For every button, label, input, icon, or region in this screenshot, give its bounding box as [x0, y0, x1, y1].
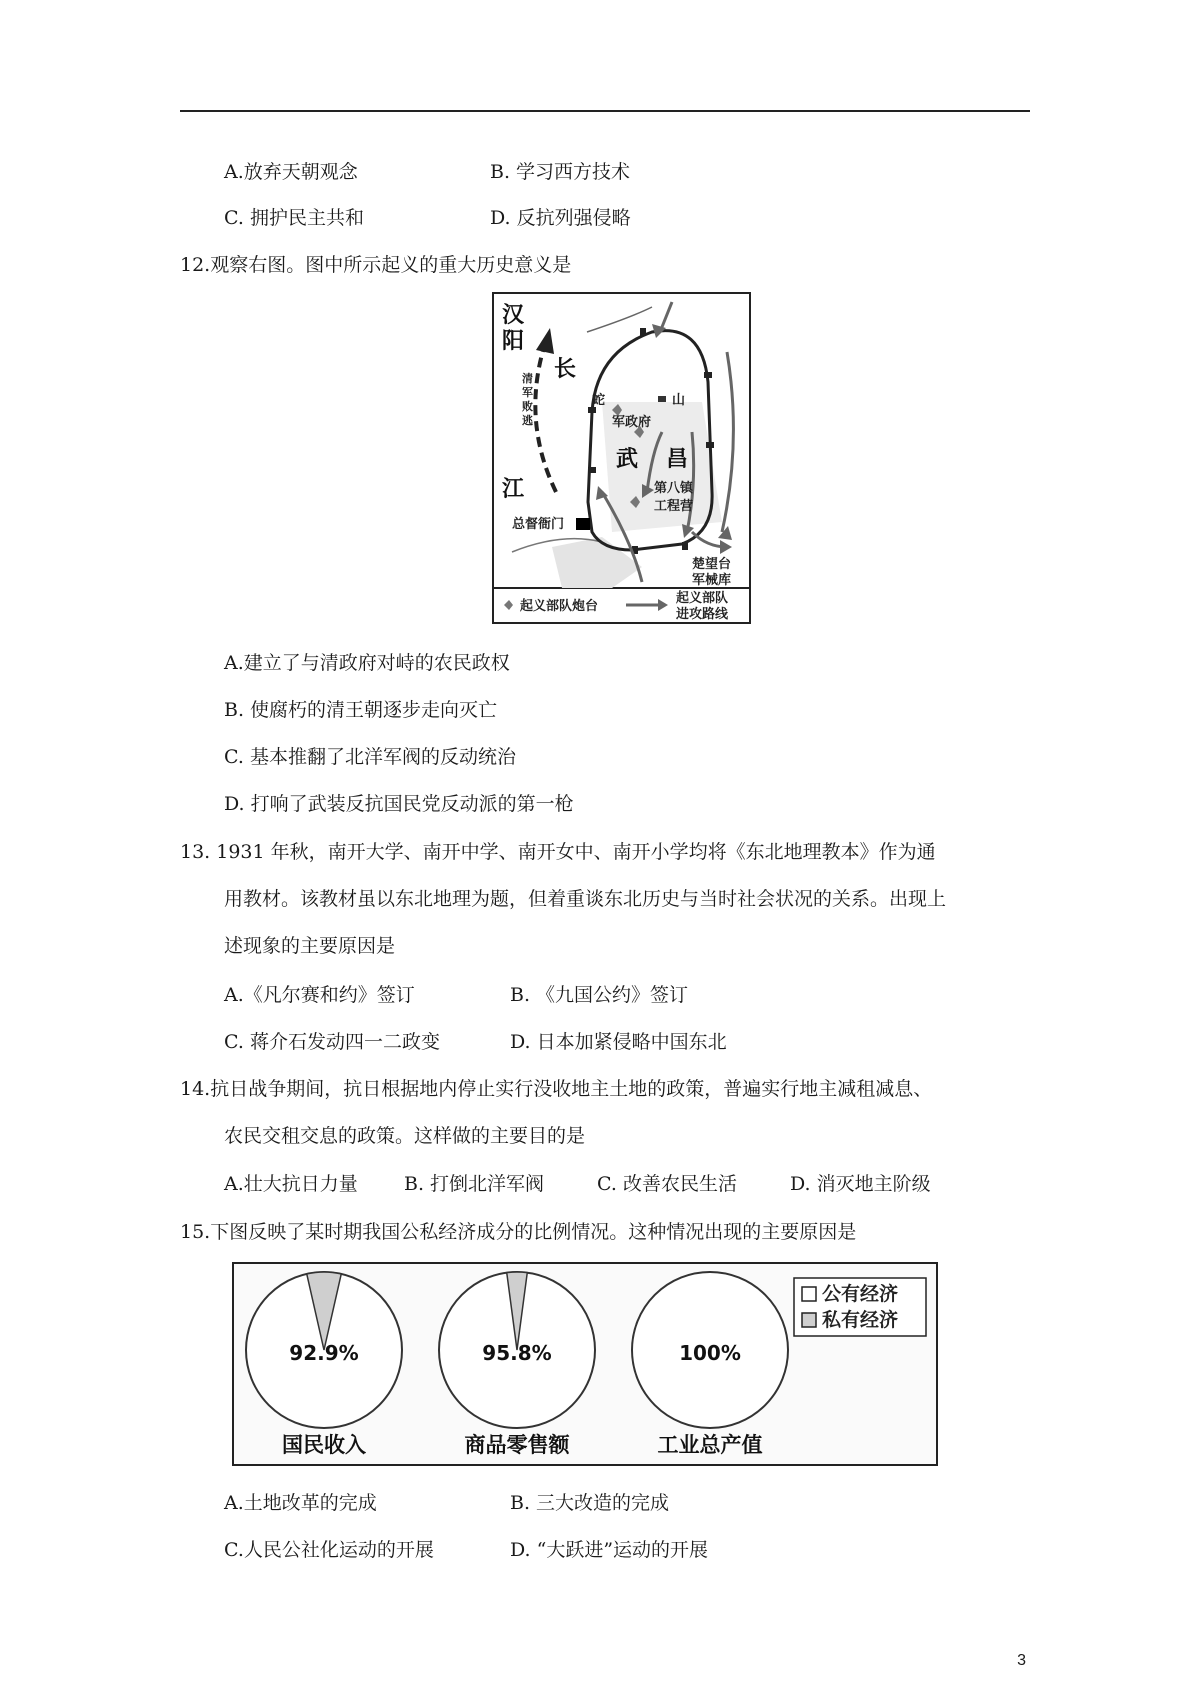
map-label-zongdu: 总督衙门	[512, 517, 565, 532]
wuchang-uprising-map	[492, 292, 752, 626]
economy-pie-chart	[232, 1262, 938, 1466]
q13-option-b: B. 《九国公约》签订	[510, 984, 689, 1006]
map-label-han: 汉	[502, 303, 525, 328]
map-label-shan: 山	[672, 393, 686, 408]
legend-swatch-private	[802, 1313, 816, 1327]
q13-stem-line-3: 述现象的主要原因是	[224, 935, 396, 957]
map-legend-right-1: 起义部队	[676, 591, 729, 606]
q12-stem: 12.观察右图。图中所示起义的重大历史意义是	[180, 254, 572, 276]
q15-option-c: C.人民公社化运动的开展	[224, 1539, 434, 1561]
q12-option-a: A.建立了与清政府对峙的农民政权	[224, 652, 510, 674]
q13-option-c: C. 蒋介石发动四一二政变	[224, 1031, 440, 1053]
q11-option-b: B. 学习西方技术	[490, 161, 631, 183]
map-label-qing-1: 清	[522, 372, 533, 385]
map-label-diba-2: 工程营	[654, 499, 694, 514]
legend-label-private: 私有经济	[822, 1309, 899, 1331]
q14-stem-line-1: 14.抗日战争期间，抗日根据地内停止实行没收地主土地的政策，普遍实行地主减租减息、	[180, 1078, 933, 1100]
legend-swatch-public	[802, 1287, 816, 1301]
q13-option-d: D. 日本加紧侵略中国东北	[510, 1031, 727, 1053]
q15-option-d: D. “大跃进”运动的开展	[510, 1539, 709, 1561]
header-rule	[180, 110, 1030, 112]
pie-category-label: 国民收入	[282, 1433, 366, 1457]
map-label-chang: 长	[554, 357, 577, 382]
q15-stem: 15.下图反映了某时期我国公私经济成分的比例情况。这种情况出现的主要原因是	[180, 1221, 857, 1243]
map-label-jiang: 江	[502, 477, 525, 502]
map-label-qing-2: 军	[522, 386, 533, 399]
page-number: 3	[1017, 1652, 1026, 1669]
map-label-wu: 武	[616, 447, 639, 472]
q11-option-d: D. 反抗列强侵略	[490, 207, 631, 229]
pie-category-label: 工业总产值	[657, 1433, 763, 1457]
q15-option-b: B. 三大改造的完成	[510, 1492, 670, 1514]
q13-stem-line-2: 用教材。该教材虽以东北地理为题，但着重谈东北历史与当时社会状况的关系。出现上	[224, 888, 947, 910]
map-label-qing-3: 败	[522, 400, 533, 413]
pie-value-label: 92.9%	[289, 1341, 359, 1365]
pie-category-label: 商品零售额	[464, 1433, 570, 1457]
shan-marker	[658, 396, 666, 402]
pie-value-label: 95.8%	[482, 1341, 552, 1365]
map-label-chuwang-1: 楚望台	[692, 557, 732, 572]
q15-option-a: A.土地改革的完成	[224, 1492, 377, 1514]
q14-option-b: B. 打倒北洋军阀	[404, 1173, 545, 1195]
q14-option-c: C. 改善农民生活	[597, 1173, 737, 1195]
map-label-yang: 阳	[502, 329, 525, 354]
q13-stem-line-1: 13. 1931 年秋，南开大学、南开中学、南开女中、南开小学均将《东北地理教本》作为通	[180, 841, 936, 863]
map-legend-right-2: 进攻路线	[676, 607, 729, 622]
map-label-she: 蛇	[592, 393, 606, 408]
q13-option-a: A.《凡尔赛和约》签订	[224, 984, 415, 1006]
q14-stem-line-2: 农民交租交息的政策。这样做的主要目的是	[224, 1125, 586, 1147]
map-legend-left: 起义部队炮台	[520, 599, 599, 614]
map-label-chuwang-2: 军械库	[692, 573, 732, 588]
q11-option-c: C. 拥护民主共和	[224, 207, 364, 229]
legend-label-public: 公有经济	[822, 1283, 899, 1305]
chart-legend	[794, 1278, 926, 1336]
q12-option-d: D. 打响了武装反抗国民党反动派的第一枪	[224, 793, 574, 815]
q14-option-d: D. 消灭地主阶级	[790, 1173, 931, 1195]
map-label-diba-1: 第八镇	[654, 481, 694, 496]
q11-option-a: A.放弃天朝观念	[224, 161, 358, 183]
q12-option-c: C. 基本推翻了北洋军阀的反动统治	[224, 746, 516, 768]
map-label-qing-4: 逃	[522, 414, 533, 427]
pie-value-label: 100%	[679, 1341, 741, 1365]
q14-option-a: A.壮大抗日力量	[224, 1173, 358, 1195]
map-label-chang2: 昌	[666, 447, 689, 472]
map-label-junzhengfu: 军政府	[612, 415, 652, 430]
governor-office-marker	[576, 518, 590, 530]
q12-option-b: B. 使腐朽的清王朝逐步走向灭亡	[224, 699, 498, 721]
